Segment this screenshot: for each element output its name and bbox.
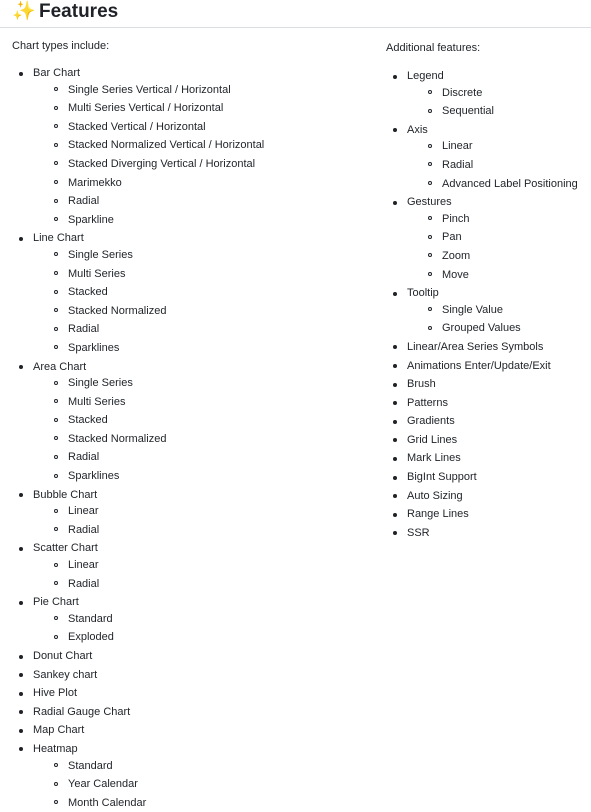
sub-list-item-label: Exploded [68,631,114,644]
bullet-disc-icon [393,383,397,387]
sub-list [54,246,372,358]
bullet-circle-icon [428,109,432,113]
sub-list-item-label: Multi Series [68,395,126,408]
sub-list-item-label: Radial [68,523,100,536]
list-item-label: Mark Lines [407,452,461,465]
sub-list-item [54,448,372,467]
sub-list-item [428,156,586,175]
bullet-circle-icon [54,418,58,422]
bullet-circle-icon [54,474,58,478]
bullet-circle-icon [54,436,58,440]
bullet-disc-icon [19,655,23,659]
sub-list-item [428,102,586,121]
bullet-circle-icon [54,143,58,147]
sub-list-item [54,411,372,430]
list-item [12,593,372,647]
sub-list-item-label: Radial [68,195,100,208]
list-item [12,486,372,540]
sub-list-item-label: Discrete [442,86,483,99]
list-item-label: Pie Chart [33,596,79,609]
bullet-circle-icon [428,162,432,166]
list-item [12,64,372,229]
bullet-disc-icon [19,601,23,605]
sub-list-item [428,301,586,320]
sub-list-item [54,610,372,629]
list-item-label: BigInt Support [407,471,477,484]
list-item [12,684,372,703]
list-item-label: Auto Sizing [407,489,463,502]
sub-list-item [54,393,372,412]
sub-list-item [428,84,586,103]
list-item [386,487,586,506]
sub-list [54,610,372,647]
sub-list [54,81,372,230]
sub-list-item [54,265,372,284]
list-item-label: SSR [407,526,430,539]
sub-list-item [54,575,372,594]
sub-list-item [54,192,372,211]
list-item-label: Donut Chart [33,650,93,662]
sub-list-item [54,99,372,118]
sub-list-item [428,210,586,229]
bullet-circle-icon [428,181,432,185]
list-item-label: Heatmap [33,742,78,755]
bullet-disc-icon [393,476,397,480]
sub-list-item-label: Pinch [442,212,470,225]
bullet-circle-icon [54,509,58,513]
list-item [386,375,586,394]
bullet-circle-icon [54,616,58,620]
bullet-disc-icon [393,75,397,79]
bullet-circle-icon [54,381,58,385]
list-item-label: Brush [407,378,436,391]
sub-list-item-label: Month Calendar [68,796,147,809]
bullet-disc-icon [19,493,23,497]
bullet-disc-icon [393,128,397,132]
bullet-disc-icon [393,457,397,461]
bullet-disc-icon [19,692,23,696]
list-item [386,284,586,338]
bullet-disc-icon [19,237,23,241]
list-item [12,740,372,812]
list-item [386,394,586,413]
list-item-label: Hive Plot [33,687,78,700]
bullet-circle-icon [428,326,432,330]
bullet-circle-icon [54,763,58,767]
sub-list-item-label: Standard [68,612,113,625]
sub-list-item [428,266,586,285]
sub-list-item-label: Single Series [68,377,133,390]
sub-list-item-label: Year Calendar [68,778,138,791]
bullet-circle-icon [54,106,58,110]
list-item [12,703,372,722]
bullet-disc-icon [393,401,397,405]
sub-list-item-label: Advanced Label Positioning [442,177,578,190]
bullet-circle-icon [54,327,58,331]
bullet-circle-icon [54,217,58,221]
sub-list-item [54,174,372,193]
sub-list-item [54,155,372,174]
list-item [12,666,372,685]
bullet-circle-icon [54,308,58,312]
sub-list-item-label: Stacked [68,286,108,299]
list-item [12,229,372,357]
sub-list-item-label: Radial [68,577,100,590]
bullet-circle-icon [54,199,58,203]
sub-list-item-label: Radial [442,158,474,171]
sub-list-item-label: Stacked Diverging Vertical / Horizontal [68,157,256,170]
sub-list-item [54,775,372,794]
features-header [0,0,591,28]
list-item [12,647,372,666]
sub-list-item [54,628,372,647]
page-title: Features [39,1,119,22]
sub-list-item [54,502,372,521]
list-item [386,121,586,193]
sub-list-item-label: Move [442,268,469,281]
list-item-label: Radial Gauge Chart [33,705,131,718]
bullet-disc-icon [393,438,397,442]
sub-list-item-label: Pan [442,231,462,244]
sub-list-item-label: Grouped Values [442,322,521,335]
bullet-circle-icon [54,455,58,459]
list-item-label: Linear/Area Series Symbols [407,340,544,353]
list-item-label: Grid Lines [407,433,458,446]
list-item-label: Line Chart [33,232,84,245]
sub-list-item [54,246,372,265]
sub-list-item [54,81,372,100]
bullet-disc-icon [19,729,23,733]
sub-list-item [54,430,372,449]
bullet-circle-icon [428,272,432,276]
list-item [386,468,586,487]
sub-list-item-label: Sparkline [68,213,114,226]
sparkles-icon: ✨ [12,1,36,22]
sub-list-item-label: Stacked [68,414,108,427]
list-item-label: Map Chart [33,724,85,737]
bullet-circle-icon [428,144,432,148]
sub-list [54,556,372,593]
sub-list [428,84,586,121]
list-item [386,412,586,431]
list-item [386,357,586,376]
bullet-circle-icon [428,253,432,257]
bullet-circle-icon [54,345,58,349]
bullet-disc-icon [19,365,23,369]
sub-list-item [54,339,372,358]
sub-list-item-label: Zoom [442,249,471,262]
sub-list-item [428,247,586,266]
bullet-circle-icon [54,271,58,275]
sub-list-item [54,521,372,540]
list-item-label: Legend [407,70,444,82]
sub-list-item [428,319,586,338]
list-item-label: Scatter Chart [33,542,98,555]
sub-list-item [54,320,372,339]
list-item-label: Sankey chart [33,668,98,681]
bullet-circle-icon [428,235,432,239]
sub-list-item-label: Sequential [442,105,494,118]
bullet-circle-icon [54,161,58,165]
list-item-label: Bar Chart [33,67,81,79]
list-item-label: Bubble Chart [33,488,98,501]
list-item-label: Range Lines [407,508,469,521]
bullet-disc-icon [393,494,397,498]
sub-list-item-label: Multi Series Vertical / Horizontal [68,102,224,115]
chart-types-list [12,58,372,812]
list-item-label: Animations Enter/Update/Exit [407,359,551,372]
sub-list-item-label: Linear [68,559,99,572]
bullet-disc-icon [393,345,397,349]
sub-list-item [54,794,372,812]
bullet-circle-icon [54,399,58,403]
sub-list-item-label: Sparklines [68,341,120,354]
bullet-circle-icon [54,180,58,184]
list-item [12,539,372,593]
list-item [386,449,586,468]
bullet-circle-icon [54,290,58,294]
list-item-label: Axis [407,123,428,136]
list-item-label: Area Chart [33,360,87,373]
sub-list-item-label: Marimekko [68,176,122,189]
list-item-label: Gestures [407,196,452,209]
bullet-disc-icon [19,673,23,677]
bullet-disc-icon [19,710,23,714]
bullet-disc-icon [19,747,23,751]
additional-features-intro: Additional features: [386,42,481,54]
sub-list-item [54,211,372,230]
list-item [386,431,586,450]
list-item [386,505,586,524]
list-item-label: Gradients [407,415,455,428]
sub-list-item-label: Stacked Normalized [68,432,167,445]
sub-list-item [428,175,586,194]
sub-list-item [54,374,372,393]
bullet-circle-icon [428,307,432,311]
sub-list-item [428,137,586,156]
bullet-circle-icon [428,216,432,220]
sub-list-item [54,136,372,155]
bullet-circle-icon [54,527,58,531]
list-item [386,193,586,284]
sub-list [54,502,372,539]
sub-list-item-label: Linear [68,505,99,518]
list-item [386,338,586,357]
bullet-disc-icon [393,364,397,368]
sub-list-item-label: Linear [442,140,473,153]
sub-list-item-label: Standard [68,759,113,772]
bullet-circle-icon [428,90,432,94]
additional-features-list [386,61,586,542]
bullet-disc-icon [19,547,23,551]
list-item [386,67,586,121]
list-item [12,358,372,486]
sub-list-item [54,467,372,486]
bullet-circle-icon [54,782,58,786]
bullet-circle-icon [54,87,58,91]
list-item [386,524,586,543]
bullet-circle-icon [54,563,58,567]
sub-list-item-label: Single Series [68,248,133,261]
sub-list-item [54,757,372,776]
bullet-circle-icon [54,635,58,639]
sub-list [428,137,586,193]
bullet-circle-icon [54,252,58,256]
list-item-label: Tooltip [407,287,439,300]
sub-list-item-label: Radial [68,323,100,336]
bullet-disc-icon [393,420,397,424]
sub-list-item-label: Radial [68,451,100,464]
bullet-disc-icon [393,513,397,517]
bullet-disc-icon [393,531,397,535]
sub-list [428,210,586,284]
sub-list [54,374,372,486]
sub-list-item [54,302,372,321]
sub-list-item [428,228,586,247]
list-item [12,721,372,740]
chart-types-intro: Chart types include: [12,40,110,52]
list-item-label: Patterns [407,396,448,409]
chart-types-column [12,38,372,812]
sub-list-item-label: Sparklines [68,470,120,483]
sub-list-item [54,118,372,137]
sub-list [428,301,586,338]
bullet-circle-icon [54,581,58,585]
sub-list-item-label: Single Series Vertical / Horizontal [68,83,231,96]
sub-list-item-label: Single Value [442,303,503,316]
sub-list-item [54,556,372,575]
sub-list-item-label: Multi Series [68,267,126,280]
bullet-circle-icon [54,124,58,128]
bullet-disc-icon [393,292,397,296]
sub-list-item-label: Stacked Normalized Vertical / Horizontal [68,139,265,152]
sub-list-item-label: Stacked Normalized [68,304,167,317]
sub-list-item-label: Stacked Vertical / Horizontal [68,120,206,133]
sub-list-item [54,283,372,302]
additional-features-column [386,38,586,542]
bullet-disc-icon [393,201,397,205]
bullet-disc-icon [19,72,23,76]
